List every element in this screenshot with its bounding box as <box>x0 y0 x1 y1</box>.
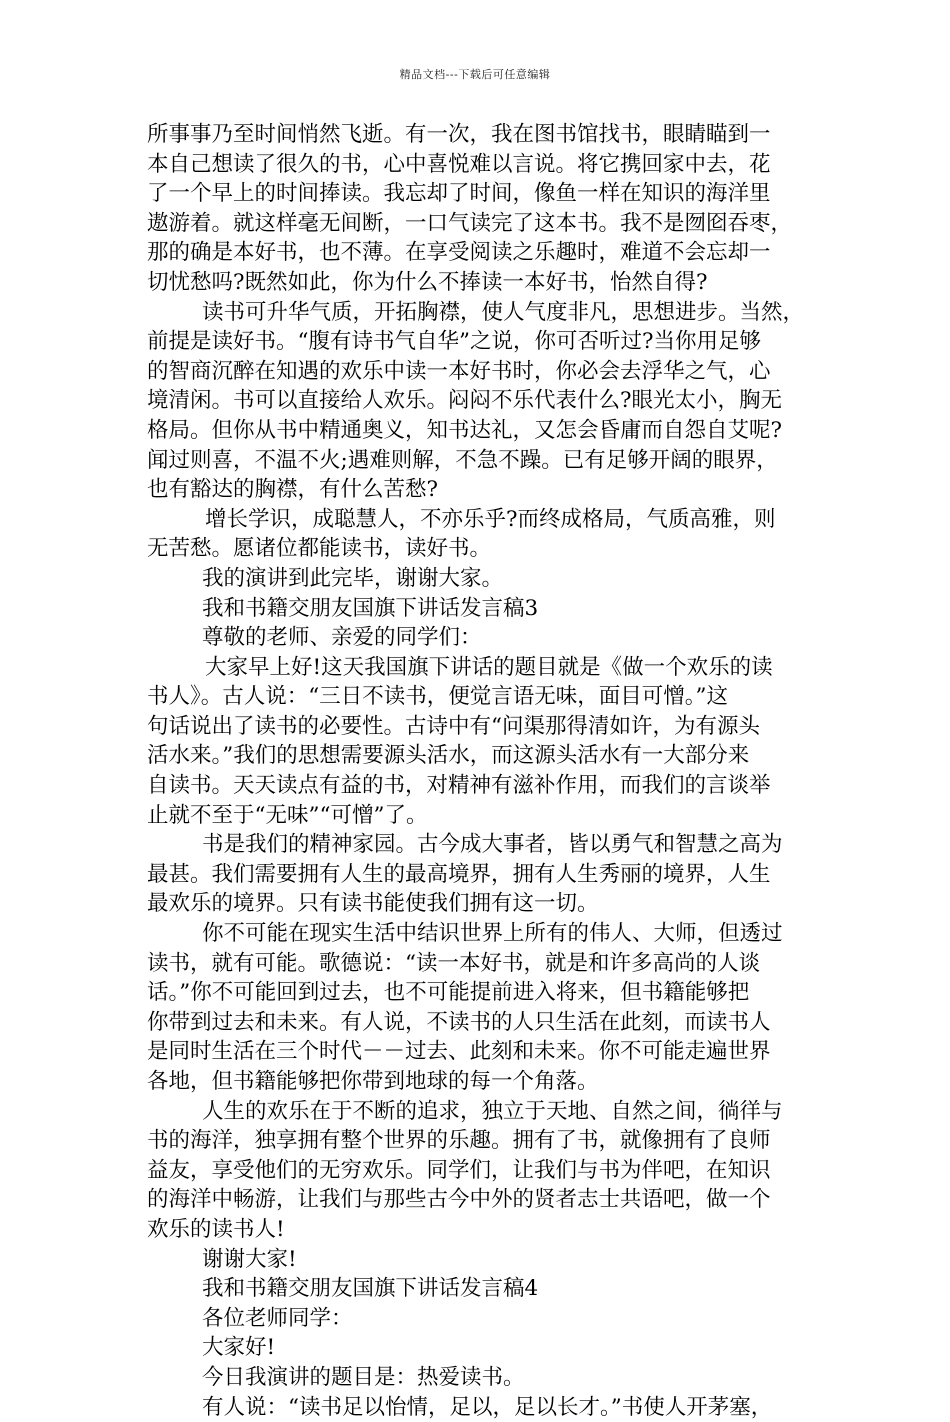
text-line: 书人》。古人说：“三日不读书，便觉言语无味，面目可憎。”这 <box>147 684 728 710</box>
text-line: 句话说出了读书的必要性。古诗中有“问渠那得清如许，为有源头 <box>147 713 760 739</box>
text-line: 我和书籍交朋友国旗下讲话发言稿4 <box>202 1276 539 1302</box>
text-line: 我的演讲到此完毕，谢谢大家。 <box>202 565 504 591</box>
text-line: 前提是读好书。“腹有诗书气自华”之说，你可否听过?当你用足够 <box>147 329 762 355</box>
text-line: 你带到过去和未来。有人说，不读书的人只生活在此刻，而读书人 <box>147 1009 771 1035</box>
text-line: 书的海洋，独享拥有整个世界的乐趣。拥有了书，就像拥有了良师 <box>147 1128 771 1154</box>
text-line: 我和书籍交朋友国旗下讲话发言稿3 <box>202 595 539 621</box>
text-line: 最甚。我们需要拥有人生的最高境界，拥有人生秀丽的境界，人生 <box>147 861 771 887</box>
document-body <box>147 120 827 1422</box>
text-line: 谢谢大家! <box>202 1246 297 1272</box>
text-line: 尊敬的老师、亲爱的同学们： <box>202 625 482 651</box>
text-line: 活水来。”我们的思想需要源头活水，而这源头活水有一大部分来 <box>147 743 750 769</box>
text-line: 各地，但书籍能够把你带到地球的每一个角落。 <box>147 1069 599 1094</box>
text-line: 话。”你不可能回到过去，也不可能提前进入将来，但书籍能够把 <box>147 980 750 1006</box>
text-line: 书是我们的精神家园。古今成大事者，皆以勇气和智慧之高为 <box>202 832 783 858</box>
text-line: 也有豁达的胸襟，有什么苦愁? <box>147 477 439 503</box>
text-line: 所事事乃至时间悄然飞逝。有一次，我在图书馆找书，眼睛瞄到一 <box>147 122 771 147</box>
text-line: 大家好! <box>202 1335 276 1361</box>
text-line: 益友，享受他们的无穷欢乐。同学们，让我们与书为伴吧，在知识 <box>147 1157 771 1183</box>
text-line: 的海洋中畅游，让我们与那些古今中外的贤者志士共语吧，做一个 <box>147 1187 771 1213</box>
text-line: 各位老师同学： <box>202 1305 353 1331</box>
text-line: 本自己想读了很久的书，心中喜悦难以言说。将它携回家中去，花 <box>147 151 771 177</box>
text-line: 读书可升华气质，开拓胸襟，使人气度非凡，思想进步。当然， <box>202 299 805 325</box>
text-line: 遨游着。就这样毫无间断，一口气读完了这本书。我不是囫囵吞枣， <box>147 210 793 236</box>
text-line: 切忧愁吗?既然如此，你为什么不捧读一本好书，怡然自得? <box>147 269 708 295</box>
text-line: 是同时生活在三个时代－－过去、此刻和未来。你不可能走遍世界 <box>147 1039 771 1065</box>
text-line: 止就不至于“无味”“可憎”了。 <box>147 802 428 828</box>
text-line: 读书，就有可能。歌德说：“读一本好书，就是和许多高尚的人谈 <box>147 950 760 976</box>
text-line: 你不可能在现实生活中结识世界上所有的伟人、大师，但透过 <box>202 921 783 947</box>
text-line: 自读书。天天读点有益的书，对精神有滋补作用，而我们的言谈举 <box>147 773 771 799</box>
text-line: 了一个早上的时间捧读。我忘却了时间，像鱼一样在知识的海洋里 <box>147 181 771 207</box>
text-line: 无苦愁。愿诸位都能读书，读好书。 <box>147 536 492 562</box>
text-line: 增长学识，成聪慧人，不亦乐乎?而终成格局，气质高雅，则 <box>205 506 776 532</box>
text-line: 今日我演讲的题目是：热爱读书。 <box>202 1364 525 1390</box>
text-line: 那的确是本好书，也不薄。在享受阅读之乐趣时，难道不会忘却一 <box>147 240 771 266</box>
text-line: 最欢乐的境界。只有读书能使我们拥有这一切。 <box>147 891 599 917</box>
text-line: 人生的欢乐在于不断的追求，独立于天地、自然之间，徜徉与 <box>202 1098 783 1124</box>
text-line: 的智商沉醉在知遇的欢乐中读一本好书时，你必会去浮华之气，心 <box>147 358 771 384</box>
text-line: 有人说：“读书足以怡情，足以，足以长才。”书使人开茅塞， <box>202 1394 773 1420</box>
text-line: 大家早上好!这天我国旗下讲话的题目就是《做一个欢乐的读 <box>205 654 773 680</box>
text-line: 格局。但你从书中精通奥义，知书达礼，又怎会昏庸而自怨自艾呢? <box>147 417 783 443</box>
text-line: 闻过则喜，不温不火;遇难则解，不急不躁。已有足够开阔的眼界， <box>147 447 778 473</box>
page-header: 精品文档---下载后可任意编辑 <box>399 68 551 81</box>
text-line: 境清闲。书可以直接给人欢乐。闷闷不乐代表什么?眼光太小，胸无 <box>147 388 783 414</box>
text-line: 欢乐的读书人! <box>147 1216 285 1242</box>
